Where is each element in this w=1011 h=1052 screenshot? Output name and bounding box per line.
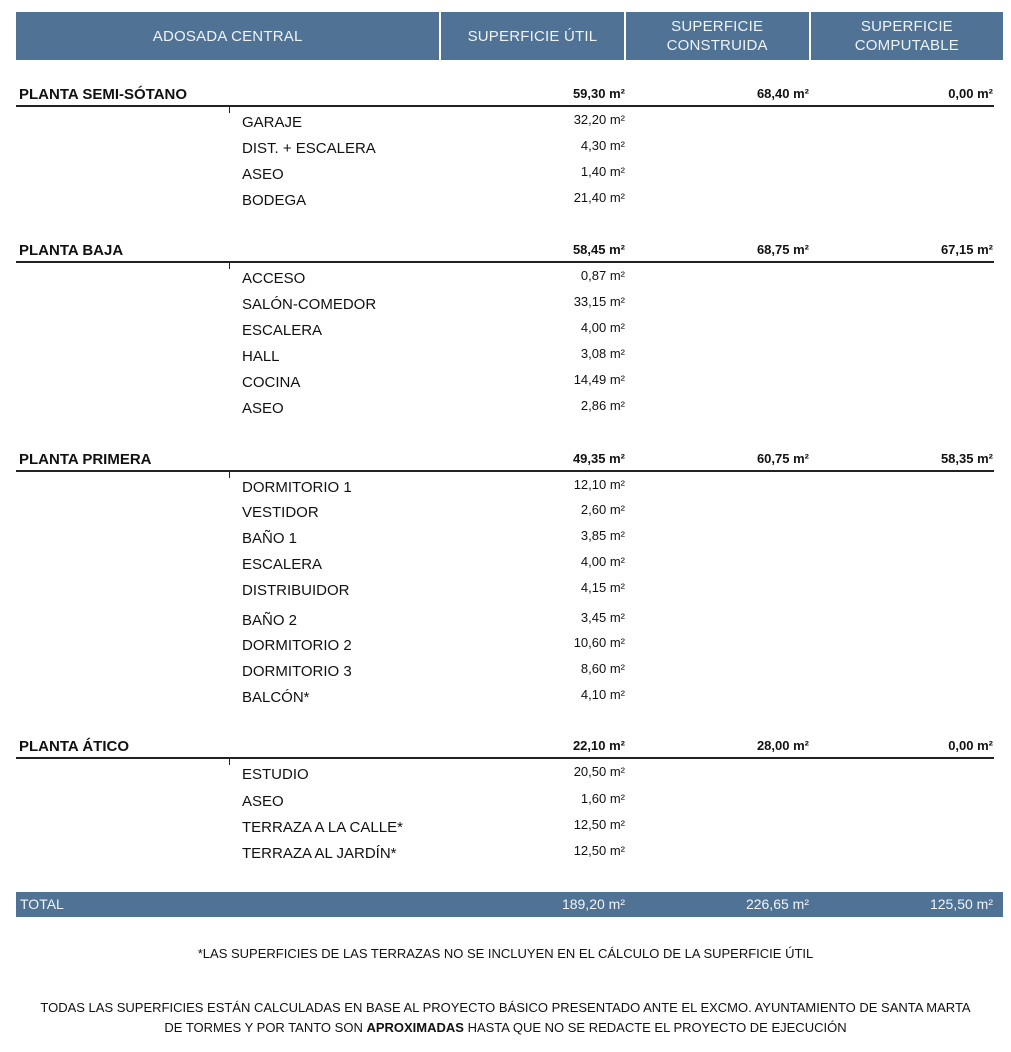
room-row [0,552,1011,576]
room-name: SALÓN-COMEDOR [242,296,377,313]
section-divider [16,470,994,472]
total-superficie-util: 189,20 m² [561,896,625,912]
room-superficie-util: 3,08 m² [580,346,625,361]
room-name: VESTIDOR [242,504,319,521]
room-superficie-util: 3,45 m² [580,610,625,625]
room-row [0,292,1011,316]
section-superficie-computable: 0,00 m² [948,86,993,101]
section-planta-atico [0,736,1011,758]
header-superficie-util [439,12,623,60]
room-superficie-util: 8,60 m² [580,661,625,676]
room-row [0,266,1011,290]
section-superficie-util: 49,35 m² [572,451,625,466]
header-col4-line2: COMPUTABLE [854,37,960,54]
room-row [0,762,1011,786]
room-name: ASEO [242,400,284,417]
room-name: ESCALERA [242,556,323,573]
section-name: PLANTA SEMI-SÓTANO [19,86,188,103]
room-row [0,136,1011,160]
room-row [0,815,1011,839]
room-row [0,578,1011,602]
disclaimer-note [30,998,981,1038]
room-superficie-util: 4,30 m² [580,138,625,153]
room-row [0,685,1011,709]
room-superficie-util: 0,87 m² [580,268,625,283]
header-superficie-construida [624,12,809,60]
room-row [0,396,1011,420]
section-superficie-construida: 28,00 m² [756,738,809,753]
total-superficie-construida: 226,65 m² [745,896,809,912]
room-row [0,110,1011,134]
section-header-row [0,240,1011,262]
room-superficie-util: 21,40 m² [573,190,625,205]
section-divider [16,757,994,759]
total-superficie-computable: 125,50 m² [929,896,993,912]
section-superficie-construida: 60,75 m² [756,451,809,466]
total-label: TOTAL [20,896,64,912]
room-row [0,370,1011,394]
room-name: GARAJE [242,114,303,131]
room-name: DORMITORIO 1 [242,479,352,496]
room-name: BALCÓN* [242,689,310,706]
room-row [0,659,1011,683]
header-col2-label: SUPERFICIE ÚTIL [467,27,598,45]
section-header-row [0,84,1011,106]
section-name: PLANTA BAJA [19,242,124,259]
section-superficie-util: 22,10 m² [572,738,625,753]
section-superficie-util: 59,30 m² [572,86,625,101]
room-row [0,188,1011,212]
room-name: BODEGA [242,192,307,209]
room-superficie-util: 12,50 m² [573,843,625,858]
section-divider [16,261,994,263]
room-row [0,841,1011,865]
room-superficie-util: 32,20 m² [573,112,625,127]
section-divider [16,105,994,107]
section-superficie-construida: 68,40 m² [756,86,809,101]
room-name: DISTRIBUIDOR [242,582,350,599]
room-row [0,318,1011,342]
room-superficie-util: 10,60 m² [573,635,625,650]
header-col4-label [855,17,959,55]
room-name: DORMITORIO 2 [242,637,352,654]
room-superficie-util: 4,00 m² [580,554,625,569]
room-row [0,475,1011,499]
room-name: COCINA [242,374,301,391]
header-col3-line2: CONSTRUIDA [666,37,768,54]
room-superficie-util: 3,85 m² [580,528,625,543]
disclaimer-text-end: HASTA QUE NO SE REDACTE EL PROYECTO DE EJECUCIÓN [463,1020,847,1035]
disclaimer-text-bold: APROXIMADAS [366,1020,464,1035]
room-superficie-util: 4,15 m² [580,580,625,595]
section-planta-primera [0,449,1011,471]
room-superficie-util: 1,60 m² [580,791,625,806]
room-name: BAÑO 2 [242,612,298,629]
room-row [0,608,1011,632]
room-row [0,500,1011,524]
section-superficie-construida: 68,75 m² [756,242,809,257]
room-row [0,162,1011,186]
room-name: ASEO [242,166,284,183]
room-row [0,344,1011,368]
header-superficie-computable [809,12,1003,60]
room-name: DORMITORIO 3 [242,663,352,680]
header-col4-line1: SUPERFICIE [860,18,953,35]
room-superficie-util: 20,50 m² [573,764,625,779]
room-row [0,526,1011,550]
total-row [16,892,1003,917]
room-superficie-util: 2,60 m² [580,502,625,517]
room-superficie-util: 12,50 m² [573,817,625,832]
room-name: ACCESO [242,270,306,287]
room-name: BAÑO 1 [242,530,298,547]
room-superficie-util: 4,10 m² [580,687,625,702]
room-row [0,789,1011,813]
room-name: HALL [242,348,280,365]
section-superficie-computable: 67,15 m² [940,242,993,257]
room-name: ESTUDIO [242,766,309,783]
room-name: DIST. + ESCALERA [242,140,376,157]
header-col1-label: ADOSADA CENTRAL [152,27,303,45]
section-superficie-util: 58,45 m² [572,242,625,257]
room-name: TERRAZA AL JARDÍN* [242,845,397,862]
room-name: TERRAZA A LA CALLE* [242,819,403,836]
section-header-row [0,449,1011,471]
room-superficie-util: 12,10 m² [573,477,625,492]
room-superficie-util: 1,40 m² [580,164,625,179]
room-superficie-util: 2,86 m² [580,398,625,413]
room-name: ESCALERA [242,322,323,339]
section-header-row [0,736,1011,758]
terrazas-note: *LAS SUPERFICIES DE LAS TERRAZAS NO SE INCLUYEN EN EL CÁLCULO DE LA SUPERFICIE ÚTIL [197,946,814,961]
disclaimer-text-start: TODAS LAS SUPERFICIES ESTÁN CALCULADAS EN BASE AL PROYECTO BÁSICO PRESENTADO ANTE EL EXCMO. AYUNTAMIENTO DE SANTA MARTA DE TORMES Y POR TANTO SON [40,1000,971,1035]
room-row [0,633,1011,657]
section-planta-baja [0,240,1011,262]
room-superficie-util: 14,49 m² [573,372,625,387]
section-name: PLANTA ÁTICO [19,738,129,755]
section-superficie-computable: 0,00 m² [948,738,993,753]
room-superficie-util: 33,15 m² [573,294,625,309]
header-adosada-central [16,12,439,60]
table-header [16,12,1003,60]
header-col3-label [667,17,768,55]
room-name: ASEO [242,793,284,810]
header-col3-line1: SUPERFICIE [671,18,764,35]
section-planta-semi-sotano [0,84,1011,106]
room-superficie-util: 4,00 m² [580,320,625,335]
section-superficie-computable: 58,35 m² [940,451,993,466]
section-name: PLANTA PRIMERA [19,451,152,468]
